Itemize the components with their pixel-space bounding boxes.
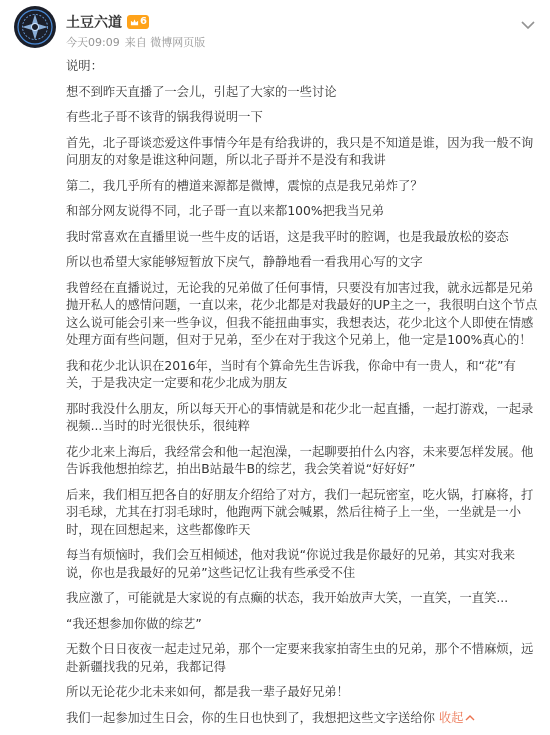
paragraph: “我还想参加你做的综艺” (66, 616, 202, 631)
author-name[interactable]: 土豆六道 (66, 15, 122, 31)
paragraph-last (66, 710, 538, 728)
post-source: 来自 微博网页版 (124, 36, 206, 49)
vip-level-badge[interactable] (127, 15, 149, 29)
paragraph-last-text: 我们一起参加过生日会，你的生日也快到了，我想把这些文字送给你 (66, 710, 435, 725)
paragraph: 所以无论花少北未来如何，都是我一辈子最好兄弟！ (66, 685, 349, 699)
collapse-link[interactable] (439, 711, 476, 725)
paragraph: 那时我没什么朋友，所以每天开心的事情就是和花少北一起直播，一起打游戏，一起录视频...当时的时光很快乐，很纯粹 (66, 401, 534, 433)
post-content (66, 58, 538, 735)
post-menu-button[interactable] (520, 15, 536, 25)
post-meta (66, 34, 205, 50)
paragraph: 我时常喜欢在直播里说一些牛皮的话语，这是我平时的腔调，也是我最放松的姿态 (66, 229, 509, 244)
paragraph: 每当有烦恼时，我们会互相倾述，他对我说“你说过我是你最好的兄弟，其实对我来说，你也是我最好的兄弟”这些记忆让我有些承受不住 (66, 548, 516, 580)
crown-icon (130, 18, 139, 27)
paragraph: 后来，我们相互把各自的好朋友介绍给了对方，我们一起玩密室，吃火锅，打麻将，打羽毛球，尤其在打羽毛球时，他跑两下就会喊累，然后往椅子上一坐，一坐就是一小时，现在回想起来，这些都像昨天 (66, 487, 534, 537)
paragraph: 第二，我几乎所有的槽道来源都是微博，震惊的点是我兄弟炸了？ (66, 178, 423, 193)
vip-level-number: 6 (140, 16, 147, 27)
paragraph: 我和花少北认识在2016年，当时有个算命先生告诉我，你命中有一贵人，和“花”有关，于是我决定一定要和花少北成为朋友 (66, 358, 516, 390)
post-time[interactable]: 今天09:09 (66, 36, 120, 49)
chevron-down-icon (520, 20, 536, 30)
paragraph: 和部分网友说得不同，北子哥一直以来都100%把我当兄弟 (66, 204, 384, 218)
paragraph: 我曾经在直播说过，无论我的兄弟做了任何事情，只要没有加害过我，就永远都是兄弟抛开私人的感情问题，一直以来，花少北都是对我最好的UP主之一，我很明白这个节点这么说可能会引来一些争议，但我不能扭曲事实，我想表达，花少北这个人即使在情感处理方面有些问题，但对于兄弟，至少在对于我这个兄弟上，他一定是100%真心的！ (66, 280, 538, 347)
avatar-emblem-icon (14, 6, 56, 48)
author-header (66, 12, 149, 32)
chevron-up-icon (465, 714, 475, 721)
paragraph: 花少北来上海后，我经常会和他一起泡澡，一起聊要拍什么内容，未来要怎样发展。他告诉我他想拍综艺，拍出B站最牛B的综艺，我会笑着说“好好好” (66, 444, 534, 476)
paragraph: 有些北子哥不该背的锅我得说明一下 (66, 110, 263, 124)
paragraph: 说明： (66, 59, 103, 73)
paragraph: 我应激了，可能就是大家说的有点癫的状态，我开始放声大笑，一直笑，一直笑... (66, 591, 509, 605)
paragraph: 所以也希望大家能够短暂放下戾气，静静地看一看我用心写的文字 (66, 255, 423, 269)
avatar[interactable] (14, 6, 56, 48)
paragraph: 无数个日日夜夜一起走过兄弟，那个一定要来我家拍寄生虫的兄弟，那个不惜麻烦，远赴新疆找我的兄弟，我都记得 (66, 642, 534, 674)
collapse-label: 收起 (438, 710, 464, 725)
paragraph: 想不到昨天直播了一会儿，引起了大家的一些讨论 (66, 84, 337, 99)
paragraph: 首先，北子哥谈恋爱这件事情今年是有给我讲的，我只是不知道是谁，因为我一般不询问朋友的对象是谁这种问题，所以北子哥并不是没有和我讲 (66, 135, 534, 167)
